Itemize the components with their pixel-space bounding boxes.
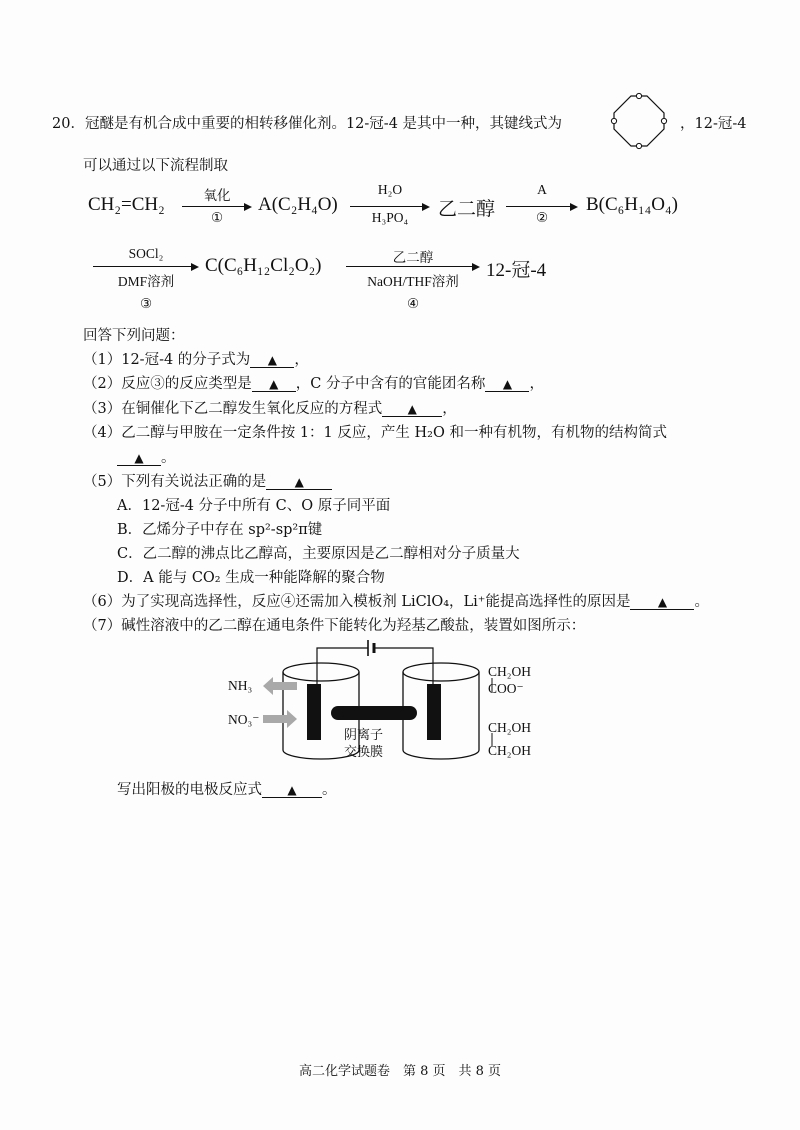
power-source-wires: [317, 640, 433, 684]
answer-blank[interactable]: ▲: [262, 783, 322, 798]
option-a: A．12-冠-4 分子中所有 C、O 原子同平面: [117, 498, 391, 514]
answer-blank[interactable]: ▲: [485, 377, 529, 392]
sub-question-4-answer: [117, 446, 176, 467]
q2-mid: ，C 分子中含有的官能团名称: [295, 376, 486, 392]
step3-reagent: SOCl₂: [128, 246, 164, 261]
q3-text: （3）在铜催化下乙二醇发生氧化反应的方程式: [83, 401, 383, 417]
stepa-arrow: [350, 206, 428, 207]
q2-text: （2）反应③的反应类型是: [83, 376, 252, 392]
membrane-label: [344, 727, 383, 761]
nh3-label: NH₃: [228, 678, 253, 693]
product-crown-ether: 12-冠-4: [486, 260, 547, 281]
step1-number: ①: [210, 210, 224, 225]
question-number: 20．: [52, 116, 85, 132]
sub-question-4: （4）乙二醇与甲胺在一定条件按 1：1 反应，产生 H₂O 和一种有机物，有机物的结构简式: [83, 425, 667, 441]
glycol-line2: CH₂OH: [488, 743, 531, 758]
answer-blank[interactable]: ▲: [250, 353, 294, 368]
q6-text: （6）为了实现高选择性，反应④还需加入模板剂 LiClO₄，Li⁺能提高选择性的原因是: [83, 594, 631, 610]
option-c: C．乙二醇的沸点比乙醇高，主要原因是乙二醇相对分子质量大: [117, 546, 520, 562]
q1-text: （1）12-冠-4 的分子式为: [83, 352, 251, 368]
sub-question-5: [83, 470, 332, 491]
question-20-intro: [52, 112, 562, 133]
no3-label: NO₃⁻: [228, 712, 260, 727]
q5-text: （5）下列有关说法正确的是: [83, 474, 267, 490]
sub-question-3: [83, 397, 457, 418]
compound-b: B(C₆H₁₄O₄): [586, 194, 678, 215]
right-electrode: [427, 684, 441, 740]
step2-number: ②: [535, 210, 549, 225]
compound-a: A(C₂H₄O): [258, 194, 338, 215]
q1-tail: ，: [294, 352, 309, 368]
membrane-label-line2: 交换膜: [344, 745, 384, 760]
option-b: B．乙烯分子中存在 sp²-sp²π键: [117, 522, 323, 538]
intro-tail: ，12-冠-4: [680, 116, 747, 132]
sub-question-7b: [117, 778, 337, 799]
glycolate-line2: COO⁻: [488, 681, 524, 696]
q2-tail: ，: [529, 376, 544, 392]
ethylene-formula: CH₂=CH₂: [88, 194, 165, 215]
anion-exchange-membrane: [331, 706, 417, 720]
step1-reagent: 氧化: [203, 188, 231, 203]
step4-arrow: [346, 266, 478, 267]
crown-ether-skeletal-formula: [608, 90, 670, 152]
step2-arrow: [506, 206, 576, 207]
q4-tail: 。: [161, 450, 176, 466]
q6-tail: 。: [694, 594, 709, 610]
ethylene-glycol: 乙二醇: [438, 199, 496, 220]
compound-c: C(C₆H₁₂Cl₂O₂): [205, 255, 322, 276]
step4-solvent: NaOH/THF溶剂: [367, 274, 459, 289]
step3-number: ③: [139, 296, 153, 311]
step3-solvent: DMF溶剂: [117, 274, 175, 289]
option-d: D．A 能与 CO₂ 生成一种能降解的聚合物: [117, 570, 385, 586]
sub-question-6: [83, 590, 709, 611]
sub-question-7: （7）碱性溶液中的乙二醇在通电条件下能转化为羟基乙酸盐，装置如图所示：: [83, 618, 586, 634]
answer-blank[interactable]: ▲: [630, 595, 694, 610]
step1-arrow: [182, 206, 250, 207]
sub-question-2: [83, 372, 544, 393]
sub-question-1: [83, 348, 309, 369]
q7b-tail: 。: [322, 782, 337, 798]
no3-arrow: [263, 710, 297, 728]
stepa-catalyst: H₃PO₄: [371, 210, 409, 225]
answer-blank[interactable]: ▲: [266, 475, 332, 490]
stepa-reagent: H₂O: [377, 182, 403, 197]
formula-bonds: [487, 670, 499, 760]
answer-intro: 回答下列问题：: [83, 328, 185, 344]
step4-number: ④: [406, 296, 420, 311]
step4-reagent: 乙二醇: [392, 250, 434, 265]
intro-line2: 可以通过以下流程制取: [83, 158, 228, 174]
membrane-label-line1: 阴离子: [344, 728, 384, 743]
left-electrode: [307, 684, 321, 740]
intro-text: 冠醚是有机合成中重要的相转移催化剂。12-冠-4 是其中一种，其键线式为: [84, 116, 563, 132]
answer-blank[interactable]: ▲: [382, 402, 442, 417]
glycol-line1: CH₂OH: [488, 720, 531, 735]
page-footer: 高二化学试题卷 第 8 页 共 8 页: [298, 1064, 502, 1079]
q3-tail: ，: [442, 401, 457, 417]
step2-reagent: A: [537, 182, 547, 197]
answer-blank[interactable]: ▲: [117, 451, 161, 466]
answer-blank[interactable]: ▲: [252, 377, 296, 392]
nh3-arrow: [263, 677, 297, 695]
q7b-text: 写出阳极的电极反应式: [117, 782, 262, 798]
glycolate-line1: CH₂OH: [488, 664, 531, 679]
step3-arrow: [93, 266, 197, 267]
